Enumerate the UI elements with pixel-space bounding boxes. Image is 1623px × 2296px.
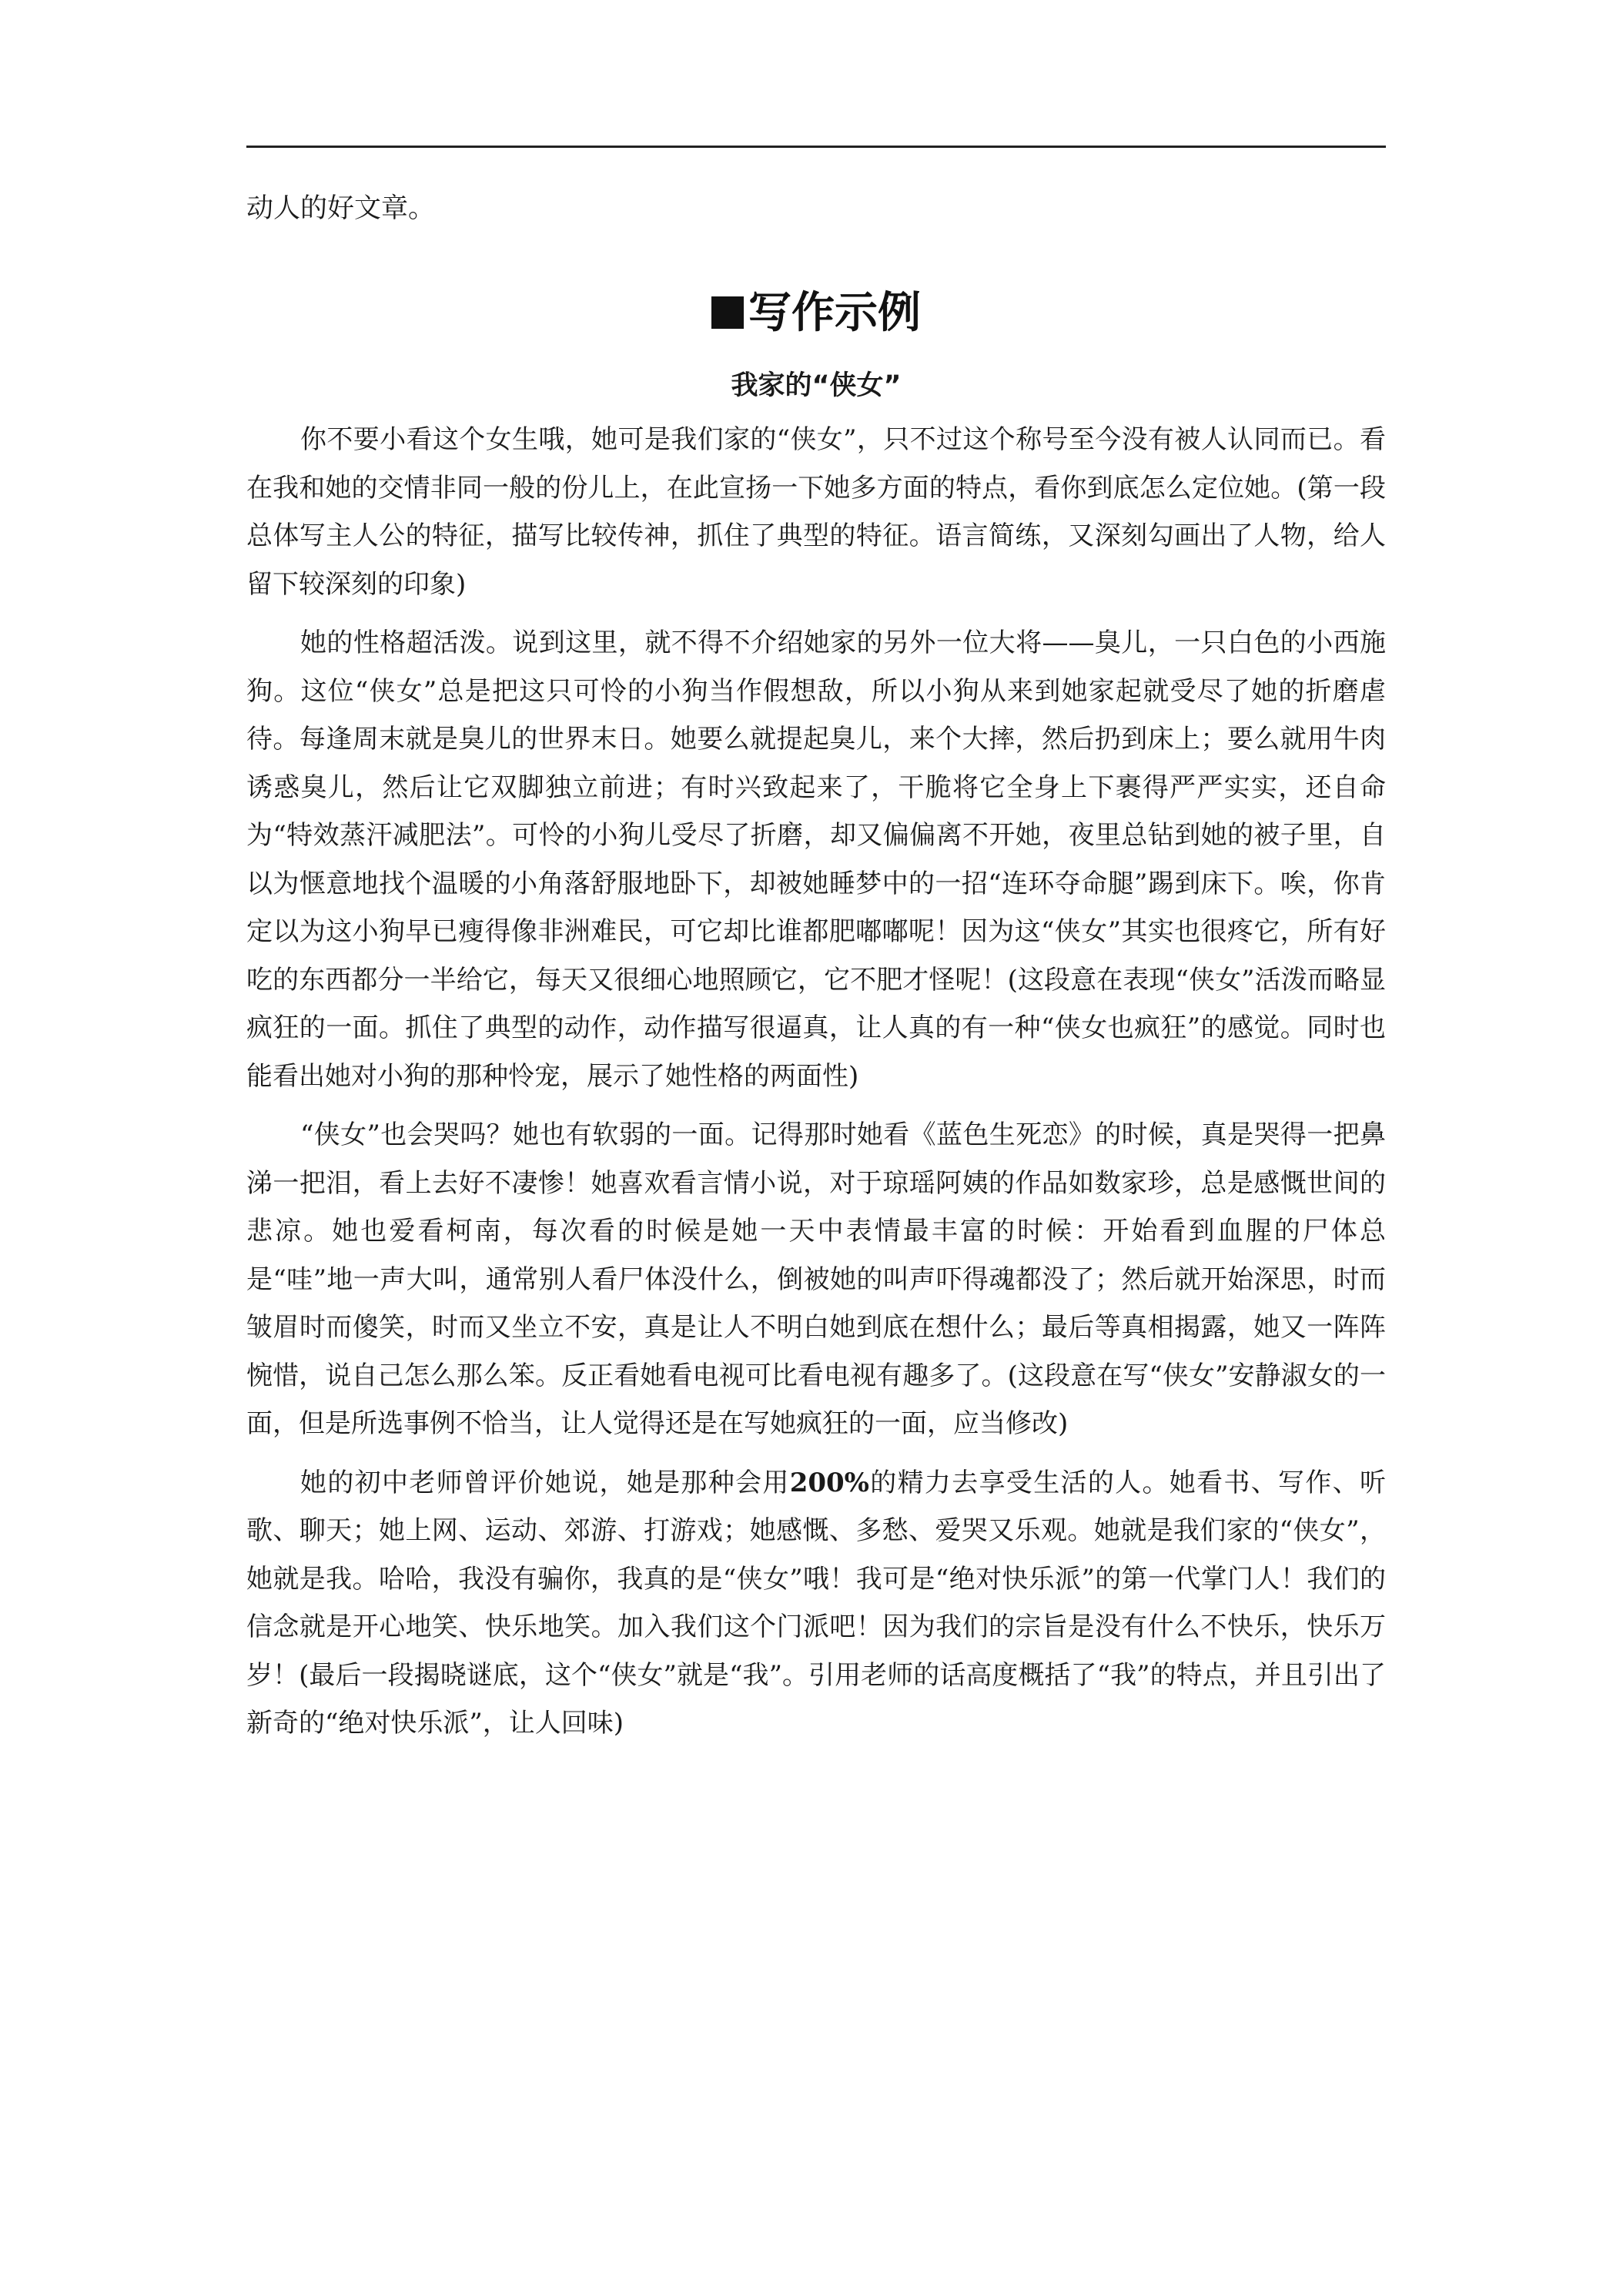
paragraph-4 <box>246 1459 1386 1748</box>
document-body <box>246 185 1386 1748</box>
paragraph-text: 你不要小看这个女生哦，她可是我们家的“侠女”，只不过这个称号至今没有被人认同而已。看在我和她的交情非同一般的份儿上，在此宣扬一下她多方面的特点，看你到底怎么定位她。(第一段总体写主人公的特征，描写比较传神，抓住了典型的特征。语言简练，又深刻勾画出了人物，给人留下较深刻的印象) <box>246 424 1386 600</box>
lead-text: 动人的好文章。 <box>246 193 436 224</box>
section-title <box>246 286 1386 340</box>
paragraph-2 <box>246 619 1386 1100</box>
paragraph-text: “侠女”也会哭吗？她也有软弱的一面。记得那时她看《蓝色生死恋》的时候，真是哭得一把鼻涕一把泪，看上去好不凄惨！她喜欢看言情小说，对于琼瑶阿姨的作品如数家珍，总是感慨世间的悲凉。她也爱看柯南，每次看的时候是她一天中表情最丰富的时候：开始看到血腥的尸体总是“哇”地一声大叫，通常别人看尸体没什么，倒被她的叫声吓得魂都没了；然后就开始深思，时而皱眉时而傻笑，时而又坐立不安，真是让人不明白她到底在想什么；最后等真相揭露，她又一阵阵惋惜，说自己怎么那么笨。反正看她看电视可比看电视有趣多了。(这段意在写“侠女”安静淑女的一面，但是所选事例不恰当，让人觉得还是在写她疯狂的一面，应当修改) <box>246 1120 1386 1439</box>
paragraph-3 <box>246 1111 1386 1448</box>
essay-title: 我家的“侠女” <box>731 370 902 401</box>
square-bullet-icon <box>711 296 744 329</box>
section-title-text: 写作示例 <box>748 288 921 338</box>
paragraph-text: 的精力去享受生活的人。她看书、写作、听歌、聊天；她上网、运动、郊游、打游戏；她感慨、多愁、爱哭又乐观。她就是我们家的“侠女”，她就是我。哈哈，我没有骗你，我真的是“侠女”哦！我可是“绝对快乐派”的第一代掌门人！我们的信念就是开心地笑、快乐地笑。加入我们这个门派吧！因为我们的宗旨是没有什么不快乐，快乐万岁！(最后一段揭晓谜底，这个“侠女”就是“我”。引用老师的话高度概括了“我”的特点，并且引出了新奇的“绝对快乐派”，让人回味) <box>246 1467 1387 1739</box>
paragraph-text: 她的初中老师曾评价她说，她是那种会用 <box>300 1467 790 1498</box>
paragraph-1 <box>246 416 1386 608</box>
header-rule <box>246 146 1386 148</box>
paragraph-text: 她的性格超活泼。说到这里，就不得不介绍她家的另外一位大将——臭儿，一只白色的小西施狗。这位“侠女”总是把这只可怜的小狗当作假想敌，所以小狗从来到她家起就受尽了她的折磨虐待。每逢周末就是臭儿的世界末日。她要么就提起臭儿，来个大摔，然后扔到床上；要么就用牛肉诱惑臭儿，然后让它双脚独立前进；有时兴致起来了，干脆将它全身上下裹得严严实实，还自命为“特效蒸汗减肥法”。可怜的小狗儿受尽了折磨，却又偏偏离不开她，夜里总钻到她的被子里，自以为惬意地找个温暖的小角落舒服地卧下，却被她睡梦中的一招“连环夺命腿”踢到床下。唉，你肯定以为这小狗早已瘦得像非洲难民，可它却比谁都肥嘟嘟呢！因为这“侠女”其实也很疼它，所有好吃的东西都分一半给它，每天又很细心地照顾它，它不肥才怪呢！(这段意在表现“侠女”活泼而略显疯狂的一面。抓住了典型的动作，动作描写很逼真，让人真的有一种“侠女也疯狂”的感觉。同时也能看出她对小狗的那种怜宠，展示了她性格的两面性) <box>246 628 1386 1092</box>
bold-percentage: 200% <box>789 1467 869 1498</box>
